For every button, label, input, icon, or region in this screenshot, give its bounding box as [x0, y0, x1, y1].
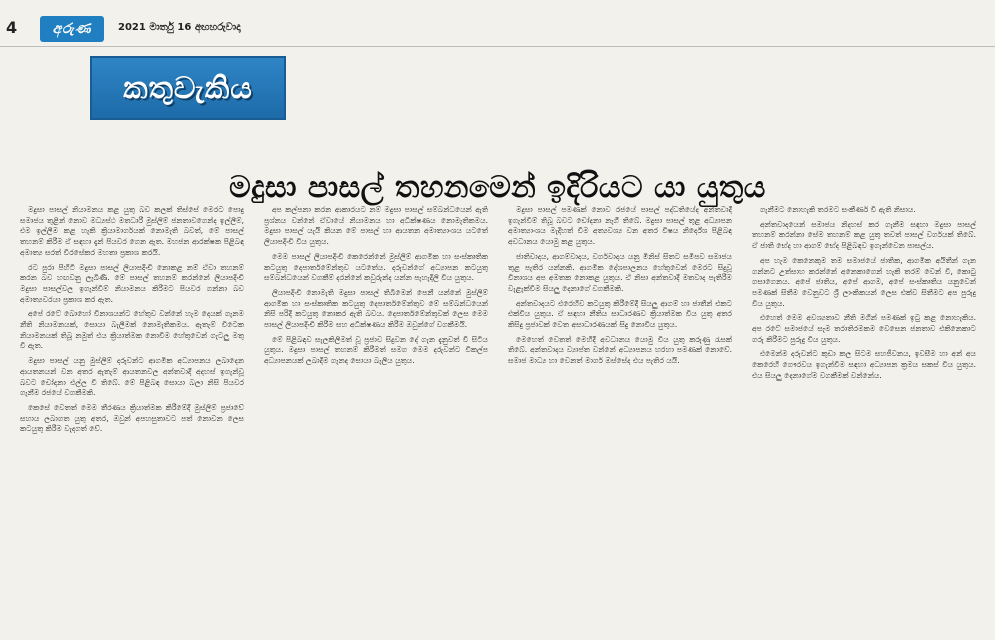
paragraph: කෙසේ වෙතත් මෙම තීරණය ක්‍රියාත්මක කිරීමේදී මුස්ලිම් ප්‍රජාවේ සහාය ලබාගත යුතු අතර, ඔවුන් අපහසුතාවට පත් නොවන ලෙස කටයුතු කිරීම වැදගත් වේ. [20, 402, 244, 434]
paragraph: අප කල්පනා කරන ආකාරයට නම් මදුසා පාසල් සම්බන්ධයෙන් ඇති ප්‍රශ්නය වන්නේ ඒවායේ නියාමනය හා අධීක්ෂණය නොමැතිකමය. මදුසා පාසල් යැයි කියන මේ පාසල් හා ආයතන අමාත්‍යාංශය යටතේ ලියාපදිංචි විය යුතුය. [264, 205, 488, 247]
masthead-logo [40, 16, 104, 42]
article-column-3 [508, 205, 732, 635]
section-badge [90, 56, 286, 120]
paragraph: ලියාපදිංචි නොමැති මදුසා පාසල් තිබීමෙන් පෙනී යන්නේ මුස්ලිම් ආගමික හා සංස්කෘතික කටයුතු දෙපාර්තමේන්තුව මේ සම්බන්ධයෙන් නිසි පරිදි කටයුතු නොකර ඇති බවය. දෙපාර්තමේන්තුවක් ලෙස මෙම පාසල් ලියාපදිංචි කිරීම සහ අධීක්ෂණය කිරීම ඔවුන්ගේ වගකීමයි. [264, 287, 488, 330]
paragraph: එහෙත් මෙම අවශ්‍යතාව නීති මගින් පමණක් ඉටු කළ නොහැකිය. අප රටේ සමාජයේ සෑම තරාතිරමකම වෙසෙන ජනතාව එකිනෙකාට ගරු කිරීමට පුරුදු විය යුතුය. [752, 313, 976, 344]
article-column-2 [264, 205, 488, 635]
paragraph: මදුසා පාසල් පමණක් නොව රජයේ පාසල් පද්ධතියේද අන්තවාදී ඉගැන්වීම් තිබූ බවට චෝදනා නැගී තිබේ. මදුසා පාසල් තුළ අධ්‍යාපන අමාත්‍යාංශය මැදිහත් වීම අත්‍යවශ්‍ය වන අතර විෂය නිර්දේශ පිළිබඳ අවධානය යොමු කළ යුතුය. [508, 205, 732, 247]
paragraph: අන්තවාදයෙන් සමාජය නිදහස් කර ගැනීම සඳහා මදුසා පාසල් තහනම් කරන්නා සේම තහනම් කළ යුතු තවත් පාසල් වර්ගයක් තිබේ. ඒ ජාති භේද හා ආගම් භේද පිළිබඳව ඉගැන්වෙන පාසල්ය. [752, 219, 976, 251]
paragraph: ජාතිවාදය, ආගම්වාදය, වර්ගවාදය යනු මිනිස් සිතට සමීපව සමාජය තුළ පැතිර යන්නකි. ආගමික දේශපාලනය හේතුවෙන් මෙරට සිදුවූ විනාශය අප අමතක නොකළ යුතුය. ඒ නිසා අන්තවාදී මතවාද පැතිරීම වැළැක්වීම සියලු දෙනාගේ වගකීමකි. [508, 251, 732, 293]
page-number: 4 [6, 18, 18, 37]
paragraph: මදුසා පාසල් යනු මුස්ලිම් දරුවන්ට ආගමික අධ්‍යාපනය ලබාදෙන ආයතනයන් වන අතර ඇතැම් ආයතනවල අන්තවාදී අදහස් ඉගැන්වූ බවට චෝදනා එල්ල වී තිබේ. මේ පිළිබඳ සොයා බලා නිසි පියවර ගැනීම රජයේ වගකීමකි. [20, 356, 244, 398]
issue-date: 2021 මාර්තු 16 අඟහරුවාදා [118, 22, 241, 33]
article-column-4 [752, 205, 976, 635]
masthead-title: අරුණ [52, 21, 92, 37]
article-headline: මදුසා පාසල් තහනමෙන් ඉදිරියට යා යුතුය [229, 170, 766, 206]
section-label: කතුවැකිය [123, 70, 253, 106]
article-column-1 [20, 205, 244, 635]
paragraph: මේ පිළිබඳව සැලකිලිමත් වූ ප්‍රජාව සිදුවන දේ ගැන දැනුවත් වී සිටිය යුතුය. මදුසා පාසල් තහනම් කිරීමත් සමග මෙම දරුවන්ට විකල්ප අධ්‍යාපනයක් ලබාදීම ගැනද සොයා බැලිය යුතුය. [264, 334, 488, 366]
paragraph: රට පුරා පිහිටි මදුසා පාසල් ලියාපදිංචි නොකළ නම් ඒවා තහනම් කරන බව හඟවනු ලැබිණි. මේ පාසල් තහනම් කරන්නේ ලියාපදිංචි මදුසා පාසල්වල ඉගැන්වීම් නියාමනය කිරීමට පියවර ගන්නා බව අමාත්‍යවරයා ප්‍රකාශ කර ඇත. [20, 262, 244, 304]
paragraph: මෙම පාසල් ලියාපදිංචි කෙරෙන්නේ මුස්ලිම් ආගමික හා සංස්කෘතික කටයුතු දෙපාර්තමේන්තුව යටතේය. දරුවන්ගේ අධ්‍යාපන කටයුතු සම්බන්ධයෙන් වගකීම් දරන්නේ කවුරුන්ද යන්න පැහැදිලි විය යුතුය. [264, 251, 488, 283]
paragraph: ගැනීමට නොහැකි තරමට සංකීර්ණ වී ඇති නිසාය. [760, 205, 916, 214]
paragraph: අපේ රටේ බොහෝ විනාශයන්ට හේතුව වන්නේ හැම දෙයක් ගැනම නීති නියාමනයක්, සොයා බැලීමක් නොමැතිකමය. ඇතැම් විටෙක නියාමනයක් තිබූ නමුත් එය ක්‍රියාත්මක නොවීම හේතුවෙන් ගැටලු මතු වී ඇත. [20, 309, 244, 351]
paragraph: අප හැම කෙනෙකුම තම සමාජයේ ජාතික, ආගමික අයිතීන් ගැන ගන්නට උත්සාහ කරන්නේ අනෙකාගෙන් හැකි තරම් වෙන් වී, කොටු ගසාගෙනය. අපේ ජාතිය, අපේ ආගම, අපේ සංස්කෘතිය යනුවෙන් පමණක් සිතීම වෙනුවට ශ්‍රී ලාංකිකයන් ලෙස එක්ව සිතීමට අප පුරුදු විය යුතුය. [752, 255, 976, 308]
paragraph: එමෙන්ම දරුවන්ට කුඩා කල සිටම සහජීවනය, ඉවසීම හා අන් අය කෙරෙහි ගෞරවය ඉගැන්වීම සඳහා අධ්‍යාපන ක්‍රමය සකස් විය යුතුය. එය සියලු දෙනාගේම වගකීමක් වන්නේය. [752, 349, 976, 380]
article-body [20, 205, 975, 635]
paragraph: මදුසා පාසල් නියාමනය කළ යුතු බව කලක් තිස්සේ මෙරට පොදු සමාජය තුළින් නොව මධ්‍යස්ථ මතධාරී මුස්ලිම් ජනතාවගෙන්ද ඉල්ලීම්, එම ඉල්ලීම කළ හැකි ක්‍රියාමාර්ගයක් නොමැති බවත්, මේ පාසල් තහනම් කිරීම ඒ සඳහා දැන් පියවර ගෙන ඇත. මහජන ආරක්ෂක පිළිබඳ අමාත්‍ය සරත් වීරසේකර මහතා ප්‍රකාශ කරයි. [20, 205, 244, 257]
paragraph: මෙහෙත් වෙතත් මෙහිදී අවධානය යොමු විය යුතු කරුණු රැසක් තිබේ. අන්තවාදය ව්‍යාප්ත වන්නේ අධ්‍යාපනය හරහා පමණක් නොවේ. සමාජ මාධ්‍ය හා වෙනත් මාර්ග ඔස්සේද එය පැතිර යයි. [508, 334, 732, 366]
header-divider [0, 46, 995, 47]
paragraph: අන්තවාදයට එරෙහිව කටයුතු කිරීමේදී සියලු ආගම් හා ජාතීන් එකට එක්විය යුතුය. ඒ සඳහා නීතිය සාධාරණව ක්‍රියාත්මක විය යුතු අතර කිසිදු ප්‍රජාවක් වෙත අසාධාරණයක් සිදු නොවිය යුතුය. [508, 298, 732, 330]
